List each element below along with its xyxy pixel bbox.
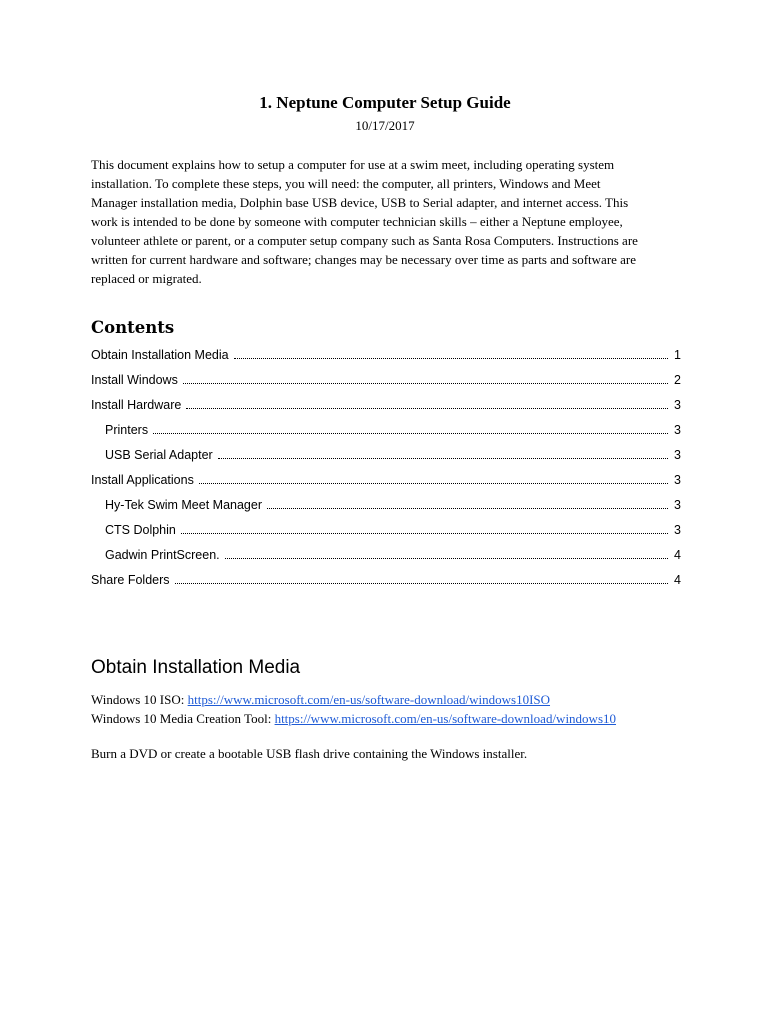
toc-page-number: 3 [674,422,681,437]
intro-line: Manager installation media, Dolphin base USB device, USB to Serial adapter, and internet access. This [91,195,629,210]
intro-line: This document explains how to setup a computer for use at a swim meet, including operating system [91,157,615,172]
toc-dot-leader [181,533,668,534]
toc-dot-leader [267,508,668,509]
intro-line: installation. To complete these steps, you will need: the computer, all printers, Windows and Meet [91,176,601,191]
intro-paragraph [91,155,691,288]
toc-item-share-folders[interactable] [91,567,681,592]
media-tool-line [91,709,731,728]
document-title: 1. Neptune Computer Setup Guide [259,93,511,112]
toc-item-label: Hy-Tek Swim Meet Manager [105,497,262,512]
burn-instructions: Burn a DVD or create a bootable USB flash drive containing the Windows installer. [91,746,528,761]
toc-item-label: USB Serial Adapter [105,447,213,462]
intro-line: work is intended to be done by someone with computer technician skills – either a Neptune employee, [91,214,623,229]
toc-item-cts-dolphin[interactable] [91,517,681,542]
toc-dot-leader [199,483,668,484]
intro-line: replaced or migrated. [91,271,202,286]
toc-item-label: Install Applications [91,472,194,487]
toc-page-number: 2 [674,372,681,387]
toc-item-usb-serial-adapter[interactable] [91,442,681,467]
intro-line: volunteer athlete or parent, or a computer setup company such as Santa Rosa Computers. Instructions are [91,233,638,248]
toc-dot-leader [186,408,668,409]
contents-heading: Contents [91,318,175,337]
toc-item-label: CTS Dolphin [105,522,176,537]
section-heading-obtain-installation-media: Obtain Installation Media [91,657,301,678]
toc-item-obtain-installation-media[interactable] [91,342,681,367]
toc-page-number: 1 [674,347,681,362]
toc-dot-leader [225,558,668,559]
toc-item-install-hardware[interactable] [91,392,681,417]
toc-page-number: 3 [674,522,681,537]
toc-item-hy-tek-swim-meet-manager[interactable] [91,492,681,517]
toc-item-label: Install Hardware [91,397,182,412]
toc-page-number: 3 [674,447,681,462]
toc-item-label: Printers [105,422,149,437]
toc-item-printers[interactable] [91,417,681,442]
iso-label: Windows 10 ISO: [91,692,188,707]
toc-page-number: 4 [674,572,681,587]
toc-page-number: 4 [674,547,681,562]
toc-page-number: 3 [674,472,681,487]
toc-item-install-applications[interactable] [91,467,681,492]
toc-item-label: Share Folders [91,572,170,587]
media-tool-label: Windows 10 Media Creation Tool: [91,711,275,726]
toc-item-gadwin-printscreen[interactable] [91,542,681,567]
toc-dot-leader [153,433,668,434]
toc-item-label: Install Windows [91,372,178,387]
toc-item-label: Gadwin PrintScreen. [105,547,220,562]
media-creation-tool-link[interactable]: https://www.microsoft.com/en-us/software-download/windows10 [274,711,617,726]
toc-dot-leader [183,383,668,384]
iso-line [91,690,731,709]
toc-item-install-windows[interactable] [91,367,681,392]
table-of-contents [91,342,681,592]
toc-item-label: Obtain Installation Media [91,347,229,362]
toc-dot-leader [234,358,668,359]
media-links [91,690,731,728]
document-date: 10/17/2017 [355,118,415,133]
toc-page-number: 3 [674,397,681,412]
intro-line: written for current hardware and software; changes may be necessary over time as parts and software are [91,252,637,267]
windows10-iso-link[interactable]: https://www.microsoft.com/en-us/software-download/windows10ISO [187,692,551,707]
toc-dot-leader [218,458,668,459]
toc-dot-leader [175,583,668,584]
toc-page-number: 3 [674,497,681,512]
